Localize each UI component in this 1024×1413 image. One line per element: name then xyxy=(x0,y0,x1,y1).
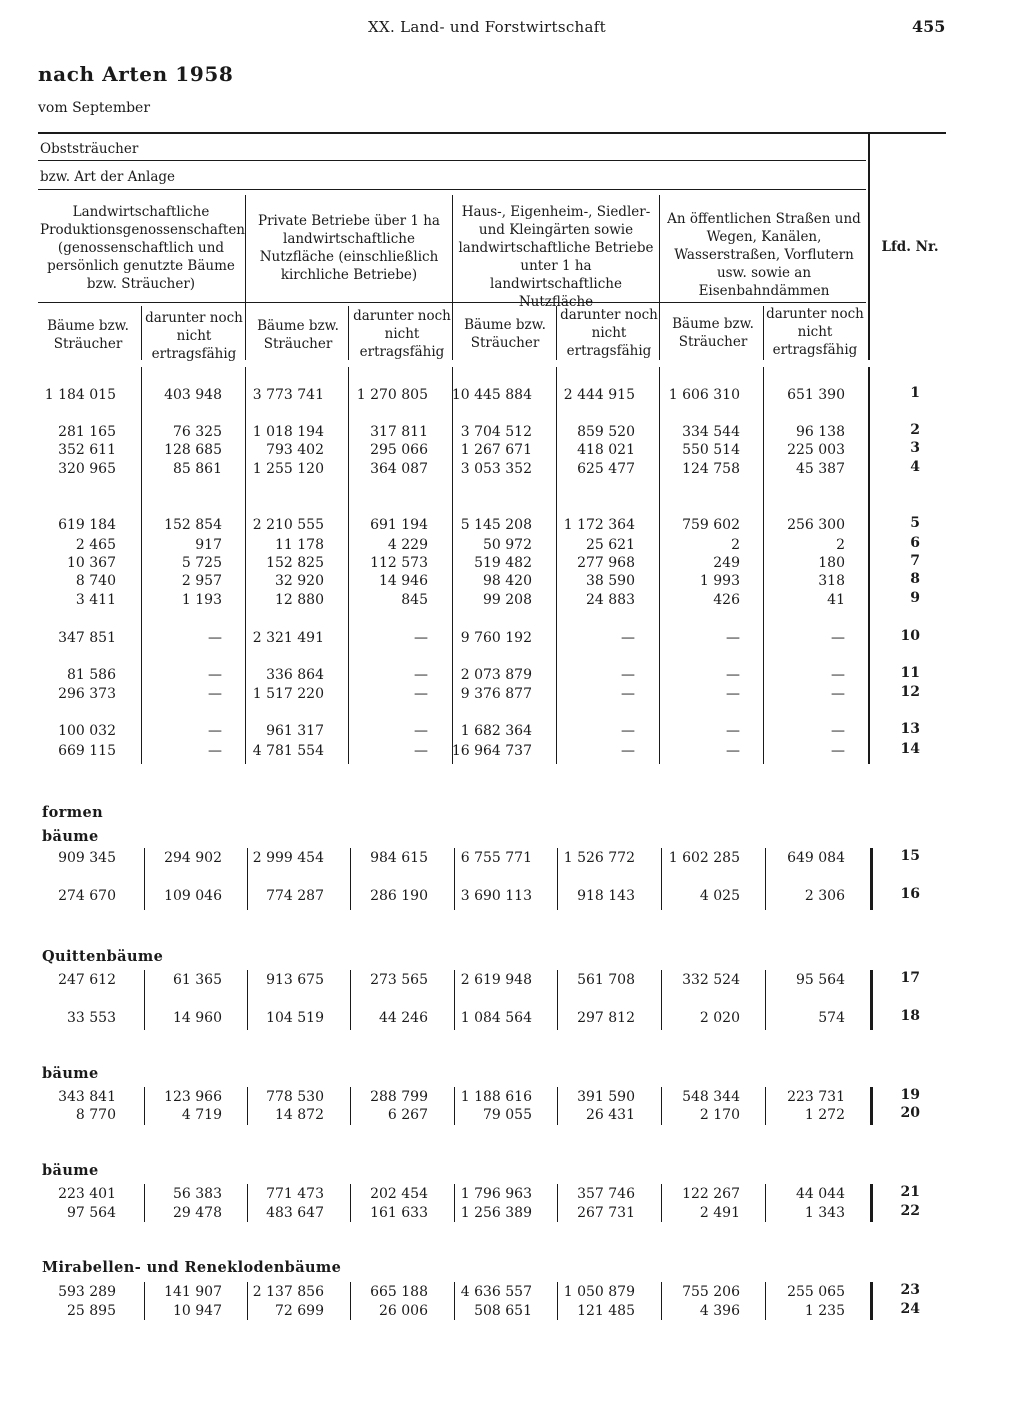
body-vrule xyxy=(245,367,246,764)
table-cell: 85 861 xyxy=(173,461,222,477)
table-cell: 909 345 xyxy=(58,850,116,866)
table-cell: 1 084 564 xyxy=(460,1010,532,1026)
lfd-nr-cell: 4 xyxy=(910,459,920,475)
table-cell: 519 482 xyxy=(474,555,532,571)
group-header-private: Private Betriebe über 1 ha landwirtschaftliche Nutzfläche (einschließlich kirchliche Betriebe) xyxy=(258,213,440,283)
group-vrule xyxy=(454,1184,455,1222)
table-cell: 1 272 xyxy=(804,1107,845,1123)
table-cell: 1 606 310 xyxy=(668,387,740,403)
table-cell: 95 564 xyxy=(796,972,845,988)
group-vrule xyxy=(247,1184,248,1222)
table-cell: 418 021 xyxy=(577,442,635,458)
table-cell: 122 267 xyxy=(682,1186,740,1202)
table-cell: 25 621 xyxy=(586,537,635,553)
table-cell: — xyxy=(414,630,428,646)
table-cell: 2 491 xyxy=(699,1205,740,1221)
table-cell: 16 964 737 xyxy=(451,743,532,759)
table-cell: 4 025 xyxy=(699,888,740,904)
lfd-nr-cell: 17 xyxy=(900,970,920,986)
subheader-darunter: darunter noch nicht ertragsfähig xyxy=(766,306,864,358)
table-cell: 109 046 xyxy=(164,888,222,904)
table-cell: 364 087 xyxy=(370,461,428,477)
group-vrule xyxy=(247,1087,248,1125)
group-vrule xyxy=(661,1184,662,1222)
group-lfd-rule xyxy=(870,1282,873,1320)
group-lfd-rule xyxy=(870,970,873,1030)
lfd-nr-cell: 23 xyxy=(900,1282,920,1298)
table-cell: 100 032 xyxy=(58,723,116,739)
table-cell: 281 165 xyxy=(58,424,116,440)
table-cell: 4 636 557 xyxy=(460,1284,532,1300)
table-cell: 619 184 xyxy=(58,517,116,533)
table-cell: 297 812 xyxy=(577,1010,635,1026)
table-cell: 1 526 772 xyxy=(563,850,635,866)
table-cell: 76 325 xyxy=(173,424,222,440)
table-cell: 161 633 xyxy=(370,1205,428,1221)
table-cell: 104 519 xyxy=(266,1010,324,1026)
table-cell: — xyxy=(208,686,222,702)
header-vrule-s4 xyxy=(763,306,764,360)
table-cell: — xyxy=(208,723,222,739)
table-cell: — xyxy=(414,743,428,759)
table-cell: — xyxy=(831,667,845,683)
table-cell: 14 960 xyxy=(173,1010,222,1026)
lfd-nr-cell: 6 xyxy=(910,535,920,551)
subtitle: vom September xyxy=(38,100,151,116)
table-cell: — xyxy=(621,686,635,702)
table-cell: — xyxy=(831,743,845,759)
table-cell: 223 401 xyxy=(58,1186,116,1202)
table-cell: 483 647 xyxy=(266,1205,324,1221)
table-cell: 2 137 856 xyxy=(252,1284,324,1300)
table-cell: 45 387 xyxy=(796,461,845,477)
table-cell: 286 190 xyxy=(370,888,428,904)
table-cell: 8 740 xyxy=(75,573,116,589)
lfd-nr-header: Lfd. Nr. xyxy=(881,239,939,255)
lfd-nr-cell: 11 xyxy=(900,665,920,681)
table-cell: 294 902 xyxy=(164,850,222,866)
table-cell: 9 376 877 xyxy=(460,686,532,702)
body-vrule xyxy=(141,367,142,764)
table-cell: 12 880 xyxy=(275,592,324,608)
running-header: XX. Land- und Forstwirtschaft xyxy=(368,18,606,36)
table-cell: — xyxy=(414,667,428,683)
lfd-nr-cell: 21 xyxy=(900,1184,920,1200)
table-cell: 2 xyxy=(731,537,740,553)
lfd-nr-cell: 8 xyxy=(910,571,920,587)
group-vrule xyxy=(144,1282,145,1320)
table-cell: 984 615 xyxy=(370,850,428,866)
table-cell: 225 003 xyxy=(787,442,845,458)
table-cell: 347 851 xyxy=(58,630,116,646)
table-cell: 202 454 xyxy=(370,1186,428,1202)
table-cell: 1 050 879 xyxy=(563,1284,635,1300)
lfd-nr-cell: 20 xyxy=(900,1105,920,1121)
table-cell: 343 841 xyxy=(58,1089,116,1105)
table-cell: 917 xyxy=(195,537,222,553)
subheader-baeume: Bäume bzw. Sträucher xyxy=(464,317,546,351)
body-vrule xyxy=(452,367,453,764)
table-cell: 8 770 xyxy=(75,1107,116,1123)
table-cell: 96 138 xyxy=(796,424,845,440)
header-rule-2 xyxy=(38,189,866,190)
table-cell: 2 619 948 xyxy=(460,972,532,988)
table-cell: 2 170 xyxy=(699,1107,740,1123)
body-vrule xyxy=(556,367,557,764)
table-cell: 859 520 xyxy=(577,424,635,440)
table-cell: 4 396 xyxy=(699,1303,740,1319)
group-vrule xyxy=(350,1282,351,1320)
group-vrule xyxy=(661,970,662,1030)
section-label: bäume xyxy=(42,1065,99,1082)
table-cell: 288 799 xyxy=(370,1089,428,1105)
table-cell: 548 344 xyxy=(682,1089,740,1105)
lfd-nr-cell: 2 xyxy=(910,422,920,438)
table-cell: 277 968 xyxy=(577,555,635,571)
lfd-divider xyxy=(868,134,870,360)
group-vrule xyxy=(454,1087,455,1125)
group-vrule xyxy=(661,848,662,910)
table-cell: 112 573 xyxy=(370,555,428,571)
table-cell: 778 530 xyxy=(266,1089,324,1105)
group-header-lpg: Landwirtschaftliche Produktionsgenossenschaften (genossenschaftlich und persönlich genutzte Bäume bzw. Sträucher) xyxy=(40,204,246,292)
table-cell: 317 811 xyxy=(370,424,428,440)
table-cell: 3 053 352 xyxy=(460,461,532,477)
table-cell: 50 972 xyxy=(483,537,532,553)
header-vrule-s2 xyxy=(348,306,349,360)
group-vrule xyxy=(454,848,455,910)
body-vrule xyxy=(659,367,660,764)
lfd-nr-cell: 10 xyxy=(900,628,920,644)
table-cell: 4 229 xyxy=(387,537,428,553)
table-cell: 11 178 xyxy=(275,537,324,553)
table-cell: 357 746 xyxy=(577,1186,635,1202)
group-header-gaerten: Haus-, Eigenheim-, Siedler- und Kleingärten sowie landwirtschaftliche Betriebe unter 1 ha landwirtschaftliche Nutzfläche xyxy=(458,204,654,310)
table-cell: — xyxy=(831,723,845,739)
table-cell: 26 006 xyxy=(379,1303,428,1319)
subheader-baeume: Bäume bzw. Sträucher xyxy=(257,318,339,352)
table-cell: — xyxy=(726,667,740,683)
group-vrule xyxy=(765,970,766,1030)
table-cell: 426 xyxy=(713,592,740,608)
table-cell: 152 825 xyxy=(266,555,324,571)
table-cell: 334 544 xyxy=(682,424,740,440)
table-cell: 759 602 xyxy=(682,517,740,533)
table-cell: 550 514 xyxy=(682,442,740,458)
table-cell: 1 188 616 xyxy=(460,1089,532,1105)
group-vrule xyxy=(247,970,248,1030)
table-cell: 2 210 555 xyxy=(252,517,324,533)
table-cell: 26 431 xyxy=(586,1107,635,1123)
table-cell: — xyxy=(621,667,635,683)
table-cell: 961 317 xyxy=(266,723,324,739)
group-vrule xyxy=(765,1282,766,1320)
top-rule xyxy=(38,132,946,134)
table-cell: 267 731 xyxy=(577,1205,635,1221)
section-label: bäume xyxy=(42,1162,99,1179)
table-cell: 9 760 192 xyxy=(460,630,532,646)
table-cell: 99 208 xyxy=(483,592,532,608)
section-label: Mirabellen- und Reneklodenbäume xyxy=(42,1259,342,1276)
subheader-darunter: darunter noch nicht ertragsfähig xyxy=(145,310,243,362)
lfd-nr-cell: 16 xyxy=(900,886,920,902)
table-cell: 845 xyxy=(401,592,428,608)
group-vrule xyxy=(557,848,558,910)
group-vrule xyxy=(350,1087,351,1125)
table-cell: 1 270 805 xyxy=(356,387,428,403)
lfd-nr-cell: 18 xyxy=(900,1008,920,1024)
subheader-baeume: Bäume bzw. Sträucher xyxy=(47,318,129,352)
group-vrule xyxy=(247,848,248,910)
lfd-nr-cell: 9 xyxy=(910,590,920,606)
table-cell: — xyxy=(208,630,222,646)
table-cell: 2 073 879 xyxy=(460,667,532,683)
lfd-nr-cell: 5 xyxy=(910,515,920,531)
table-cell: 1 018 194 xyxy=(252,424,324,440)
lfd-nr-cell: 3 xyxy=(910,440,920,456)
section-label: formen xyxy=(42,804,104,821)
table-cell: 295 066 xyxy=(370,442,428,458)
table-cell: 2 444 915 xyxy=(563,387,635,403)
table-cell: — xyxy=(726,723,740,739)
table-cell: 2 xyxy=(836,537,845,553)
table-cell: 141 907 xyxy=(164,1284,222,1300)
table-cell: 296 373 xyxy=(58,686,116,702)
table-cell: 508 651 xyxy=(474,1303,532,1319)
table-cell: 274 670 xyxy=(58,888,116,904)
table-cell: 180 xyxy=(818,555,845,571)
table-cell: 223 731 xyxy=(787,1089,845,1105)
table-cell: 3 704 512 xyxy=(460,424,532,440)
table-cell: 1 235 xyxy=(804,1303,845,1319)
table-cell: — xyxy=(414,686,428,702)
group-vrule xyxy=(557,1184,558,1222)
table-cell: 561 708 xyxy=(577,972,635,988)
group-vrule xyxy=(144,848,145,910)
table-cell: 2 321 491 xyxy=(252,630,324,646)
group-vrule xyxy=(765,1184,766,1222)
lfd-nr-cell: 14 xyxy=(900,741,920,757)
table-cell: 56 383 xyxy=(173,1186,222,1202)
table-cell: 2 306 xyxy=(804,888,845,904)
table-cell: 2 465 xyxy=(75,537,116,553)
table-cell: 256 300 xyxy=(787,517,845,533)
table-cell: 1 343 xyxy=(804,1205,845,1221)
page-title: nach Arten 1958 xyxy=(38,62,234,86)
lfd-nr-cell: 1 xyxy=(910,385,920,401)
body-vrule xyxy=(763,367,764,764)
table-cell: — xyxy=(208,743,222,759)
table-cell: 38 590 xyxy=(586,573,635,589)
table-cell: 33 553 xyxy=(67,1010,116,1026)
table-cell: 249 xyxy=(713,555,740,571)
table-cell: 593 289 xyxy=(58,1284,116,1300)
table-cell: 255 065 xyxy=(787,1284,845,1300)
subheader-baeume: Bäume bzw. Sträucher xyxy=(672,316,754,350)
table-cell: — xyxy=(726,686,740,702)
table-cell: 29 478 xyxy=(173,1205,222,1221)
table-cell: 1 796 963 xyxy=(460,1186,532,1202)
table-cell: 128 685 xyxy=(164,442,222,458)
group-vrule xyxy=(350,848,351,910)
group-vrule xyxy=(557,1282,558,1320)
group-vrule xyxy=(350,970,351,1030)
group-vrule xyxy=(454,970,455,1030)
table-cell: 793 402 xyxy=(266,442,324,458)
table-cell: 1 267 671 xyxy=(460,442,532,458)
lfd-nr-cell: 13 xyxy=(900,721,920,737)
table-cell: 5 725 xyxy=(181,555,222,571)
section-label: bäume xyxy=(42,828,99,845)
table-cell: 3 690 113 xyxy=(460,888,532,904)
table-cell: 79 055 xyxy=(483,1107,532,1123)
subheader-darunter: darunter noch nicht ertragsfähig xyxy=(560,307,658,359)
page-number: 455 xyxy=(912,17,946,36)
subheader-darunter: darunter noch nicht ertragsfähig xyxy=(353,308,451,360)
table-cell: 25 895 xyxy=(67,1303,116,1319)
table-cell: 2 957 xyxy=(181,573,222,589)
header-rule-1 xyxy=(38,160,866,161)
lfd-nr-cell: 12 xyxy=(900,684,920,700)
table-cell: 774 287 xyxy=(266,888,324,904)
table-cell: 44 044 xyxy=(796,1186,845,1202)
group-vrule xyxy=(144,1184,145,1222)
table-cell: 691 194 xyxy=(370,517,428,533)
lfd-nr-cell: 7 xyxy=(910,553,920,569)
group-vrule xyxy=(144,1087,145,1125)
group-lfd-rule xyxy=(870,1087,873,1125)
table-cell: 6 755 771 xyxy=(460,850,532,866)
table-cell: 247 612 xyxy=(58,972,116,988)
table-cell: 2 020 xyxy=(699,1010,740,1026)
table-cell: 669 115 xyxy=(58,743,116,759)
group-header-strassen: An öffentlichen Straßen und Wegen, Kanälen, Wasserstraßen, Vorflutern usw. sowie an Eisenbahndämmen xyxy=(667,211,861,299)
table-cell: — xyxy=(621,630,635,646)
table-cell: 755 206 xyxy=(682,1284,740,1300)
table-cell: 152 854 xyxy=(164,517,222,533)
table-cell: 72 699 xyxy=(275,1303,324,1319)
header-vrule-g1 xyxy=(245,195,246,360)
table-cell: 318 xyxy=(818,573,845,589)
table-cell: 4 781 554 xyxy=(252,743,324,759)
table-cell: 10 367 xyxy=(67,555,116,571)
table-cell: 1 193 xyxy=(181,592,222,608)
table-cell: 61 365 xyxy=(173,972,222,988)
table-cell: 10 445 884 xyxy=(451,387,532,403)
lfd-nr-cell: 22 xyxy=(900,1203,920,1219)
table-cell: — xyxy=(621,723,635,739)
table-cell: 403 948 xyxy=(164,387,222,403)
group-vrule xyxy=(144,970,145,1030)
table-cell: 5 145 208 xyxy=(460,517,532,533)
group-lfd-rule xyxy=(870,1184,873,1222)
group-vrule xyxy=(247,1282,248,1320)
table-cell: 320 965 xyxy=(58,461,116,477)
table-cell: 14 946 xyxy=(379,573,428,589)
group-vrule xyxy=(557,1087,558,1125)
table-cell: 1 602 285 xyxy=(668,850,740,866)
table-cell: 1 255 120 xyxy=(252,461,324,477)
section-label: Quittenbäume xyxy=(42,948,164,965)
table-cell: 98 420 xyxy=(483,573,532,589)
lfd-body-divider xyxy=(868,367,870,764)
table-cell: 625 477 xyxy=(577,461,635,477)
table-cell: 3 411 xyxy=(75,592,116,608)
table-cell: 913 675 xyxy=(266,972,324,988)
group-lfd-rule xyxy=(870,848,873,910)
table-cell: 391 590 xyxy=(577,1089,635,1105)
table-cell: 24 883 xyxy=(586,592,635,608)
table-cell: 97 564 xyxy=(67,1205,116,1221)
table-cell: 918 143 xyxy=(577,888,635,904)
table-cell: 6 267 xyxy=(387,1107,428,1123)
table-cell: 332 524 xyxy=(682,972,740,988)
table-cell: 4 719 xyxy=(181,1107,222,1123)
table-cell: — xyxy=(208,667,222,683)
table-cell: 1 172 364 xyxy=(563,517,635,533)
header-row-obststraeucher: Obststräucher xyxy=(40,141,139,157)
group-vrule xyxy=(454,1282,455,1320)
table-cell: 44 246 xyxy=(379,1010,428,1026)
table-cell: — xyxy=(414,723,428,739)
table-cell: 41 xyxy=(827,592,845,608)
group-vrule xyxy=(765,1087,766,1125)
table-cell: 2 999 454 xyxy=(252,850,324,866)
table-cell: 1 682 364 xyxy=(460,723,532,739)
table-cell: 352 611 xyxy=(58,442,116,458)
table-cell: — xyxy=(726,630,740,646)
table-cell: 1 517 220 xyxy=(252,686,324,702)
table-cell: 124 758 xyxy=(682,461,740,477)
table-cell: 651 390 xyxy=(787,387,845,403)
table-cell: 123 966 xyxy=(164,1089,222,1105)
header-vrule-s3 xyxy=(556,306,557,360)
group-vrule xyxy=(350,1184,351,1222)
table-cell: 1 993 xyxy=(699,573,740,589)
header-row-art-der-anlage: bzw. Art der Anlage xyxy=(40,169,176,185)
table-cell: 10 947 xyxy=(173,1303,222,1319)
table-cell: 1 256 389 xyxy=(460,1205,532,1221)
group-vrule xyxy=(661,1087,662,1125)
table-cell: — xyxy=(726,743,740,759)
table-cell: 273 565 xyxy=(370,972,428,988)
lfd-nr-cell: 15 xyxy=(900,848,920,864)
table-cell: 1 184 015 xyxy=(44,387,116,403)
table-cell: 81 586 xyxy=(67,667,116,683)
table-cell: — xyxy=(831,630,845,646)
table-cell: 32 920 xyxy=(275,573,324,589)
table-cell: 3 773 741 xyxy=(252,387,324,403)
table-cell: 649 084 xyxy=(787,850,845,866)
lfd-nr-cell: 19 xyxy=(900,1087,920,1103)
table-cell: — xyxy=(621,743,635,759)
table-cell: 121 485 xyxy=(577,1303,635,1319)
group-vrule xyxy=(765,848,766,910)
lfd-nr-cell: 24 xyxy=(900,1301,920,1317)
table-cell: 574 xyxy=(818,1010,845,1026)
header-vrule-s1 xyxy=(141,306,142,360)
group-vrule xyxy=(661,1282,662,1320)
table-cell: 336 864 xyxy=(266,667,324,683)
group-vrule xyxy=(557,970,558,1030)
table-cell: 665 188 xyxy=(370,1284,428,1300)
table-cell: 14 872 xyxy=(275,1107,324,1123)
table-cell: 771 473 xyxy=(266,1186,324,1202)
table-cell: — xyxy=(831,686,845,702)
body-vrule xyxy=(348,367,349,764)
